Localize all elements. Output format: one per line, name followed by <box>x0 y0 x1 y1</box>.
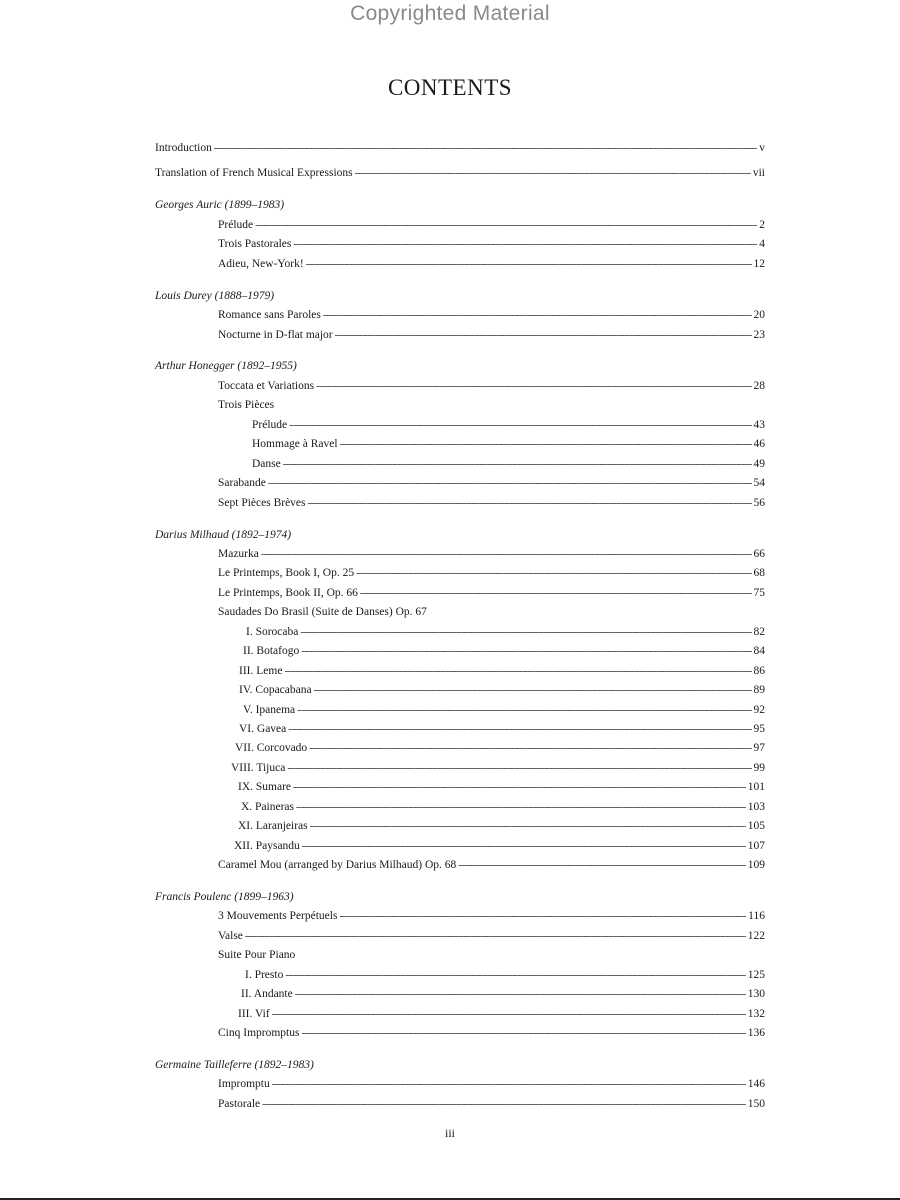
copyright-watermark: Copyrighted Material <box>350 2 550 25</box>
composer-heading-auric: Georges Auric (1899–1983) <box>155 199 285 211</box>
toc-entry: VII. Corcovado ----- 97 <box>235 741 765 756</box>
toc-entry: Nocturne in D-flat major ----- 23 <box>218 328 765 343</box>
toc-subheading: Saudades Do Brasil (Suite de Danses) Op. 67 <box>218 606 427 618</box>
toc-entry: Cinq Impromptus ----- 136 <box>218 1026 765 1041</box>
composer-heading-milhaud: Darius Milhaud (1892–1974) <box>155 529 292 541</box>
toc-subheading: Suite Pour Piano <box>218 949 296 961</box>
toc-entry-introduction <box>155 141 765 156</box>
toc-entry: VIII. Tijuca ----- 99 <box>231 761 765 776</box>
toc-entry-page: vii <box>752 167 765 179</box>
toc-entry: Sarabande ----- 54 <box>218 476 765 491</box>
page-title: CONTENTS <box>387 75 513 101</box>
toc-entry: Mazurka ----- 66 <box>218 547 765 562</box>
toc-subheading: Trois Pièces <box>218 399 275 411</box>
composer-heading-poulenc: Francis Poulenc (1899–1963) <box>155 891 294 903</box>
page-number: iii <box>444 1126 455 1140</box>
toc-entry: Hommage à Ravel ----- 46 <box>252 437 765 452</box>
toc-entry: Le Printemps, Book I, Op. 25 ----- 68 <box>218 566 765 581</box>
toc-entry: VI. Gavea ----- 95 <box>239 722 765 737</box>
toc-entry: V. Ipanema ----- 92 <box>243 703 765 718</box>
toc-entry-translation <box>155 166 765 181</box>
toc-entry: Caramel Mou (arranged by Darius Milhaud) Op. 68 ----- 109 <box>218 858 765 873</box>
composer-heading-tailleferre: Germaine Tailleferre (1892–1983) <box>155 1059 314 1071</box>
toc-entry: Adieu, New-York! ----- 12 <box>218 257 765 272</box>
toc-entry: Romance sans Paroles ----- 20 <box>218 308 765 323</box>
toc-entry-label: Introduction <box>155 142 212 154</box>
toc-entry: III. Leme ----- 86 <box>239 664 765 679</box>
composer-heading-durey: Louis Durey (1888–1979) <box>155 290 275 302</box>
toc-entry: IX. Sumare ----- 101 <box>238 780 765 795</box>
toc-entry-page: v <box>759 142 765 154</box>
toc-entry: 3 Mouvements Perpétuels ----- 116 <box>218 909 765 924</box>
toc-entry: I. Sorocaba ----- 82 <box>246 625 765 640</box>
toc-entry: XII. Paysandu ----- 107 <box>234 839 765 854</box>
toc-entry-label: Translation of French Musical Expressions <box>155 167 353 179</box>
toc-entry: IV. Copacabana ----- 89 <box>239 683 765 698</box>
toc-entry: I. Presto ----- 125 <box>245 968 765 983</box>
toc-entry: II. Botafogo ----- 84 <box>243 644 765 659</box>
toc-entry: Trois Pastorales ----- 4 <box>218 237 765 252</box>
toc-entry: XI. Laranjeiras ----- 105 <box>238 819 765 834</box>
toc-entry: Toccata et Variations ----- 28 <box>218 379 765 394</box>
toc-entry: Pastorale ----- 150 <box>218 1097 765 1112</box>
toc-entry: III. Vif ----- 132 <box>238 1007 765 1022</box>
toc-entry: Prélude ----- 43 <box>252 418 765 433</box>
toc-entry: X. Paineras ----- 103 <box>241 800 765 815</box>
composer-heading-honegger: Arthur Honegger (1892–1955) <box>155 360 297 372</box>
toc-entry: Impromptu ----- 146 <box>218 1077 765 1092</box>
toc-entry: Prélude ----- 2 <box>218 218 765 233</box>
toc-entry: Le Printemps, Book II, Op. 66 ----- 75 <box>218 586 765 601</box>
toc-entry: Sept Pièces Brèves ----- 56 <box>218 496 765 511</box>
toc-entry: Valse ----- 122 <box>218 929 765 944</box>
toc-entry: II. Andante ----- 130 <box>241 987 765 1002</box>
toc-entry: Danse ----- 49 <box>252 457 765 472</box>
